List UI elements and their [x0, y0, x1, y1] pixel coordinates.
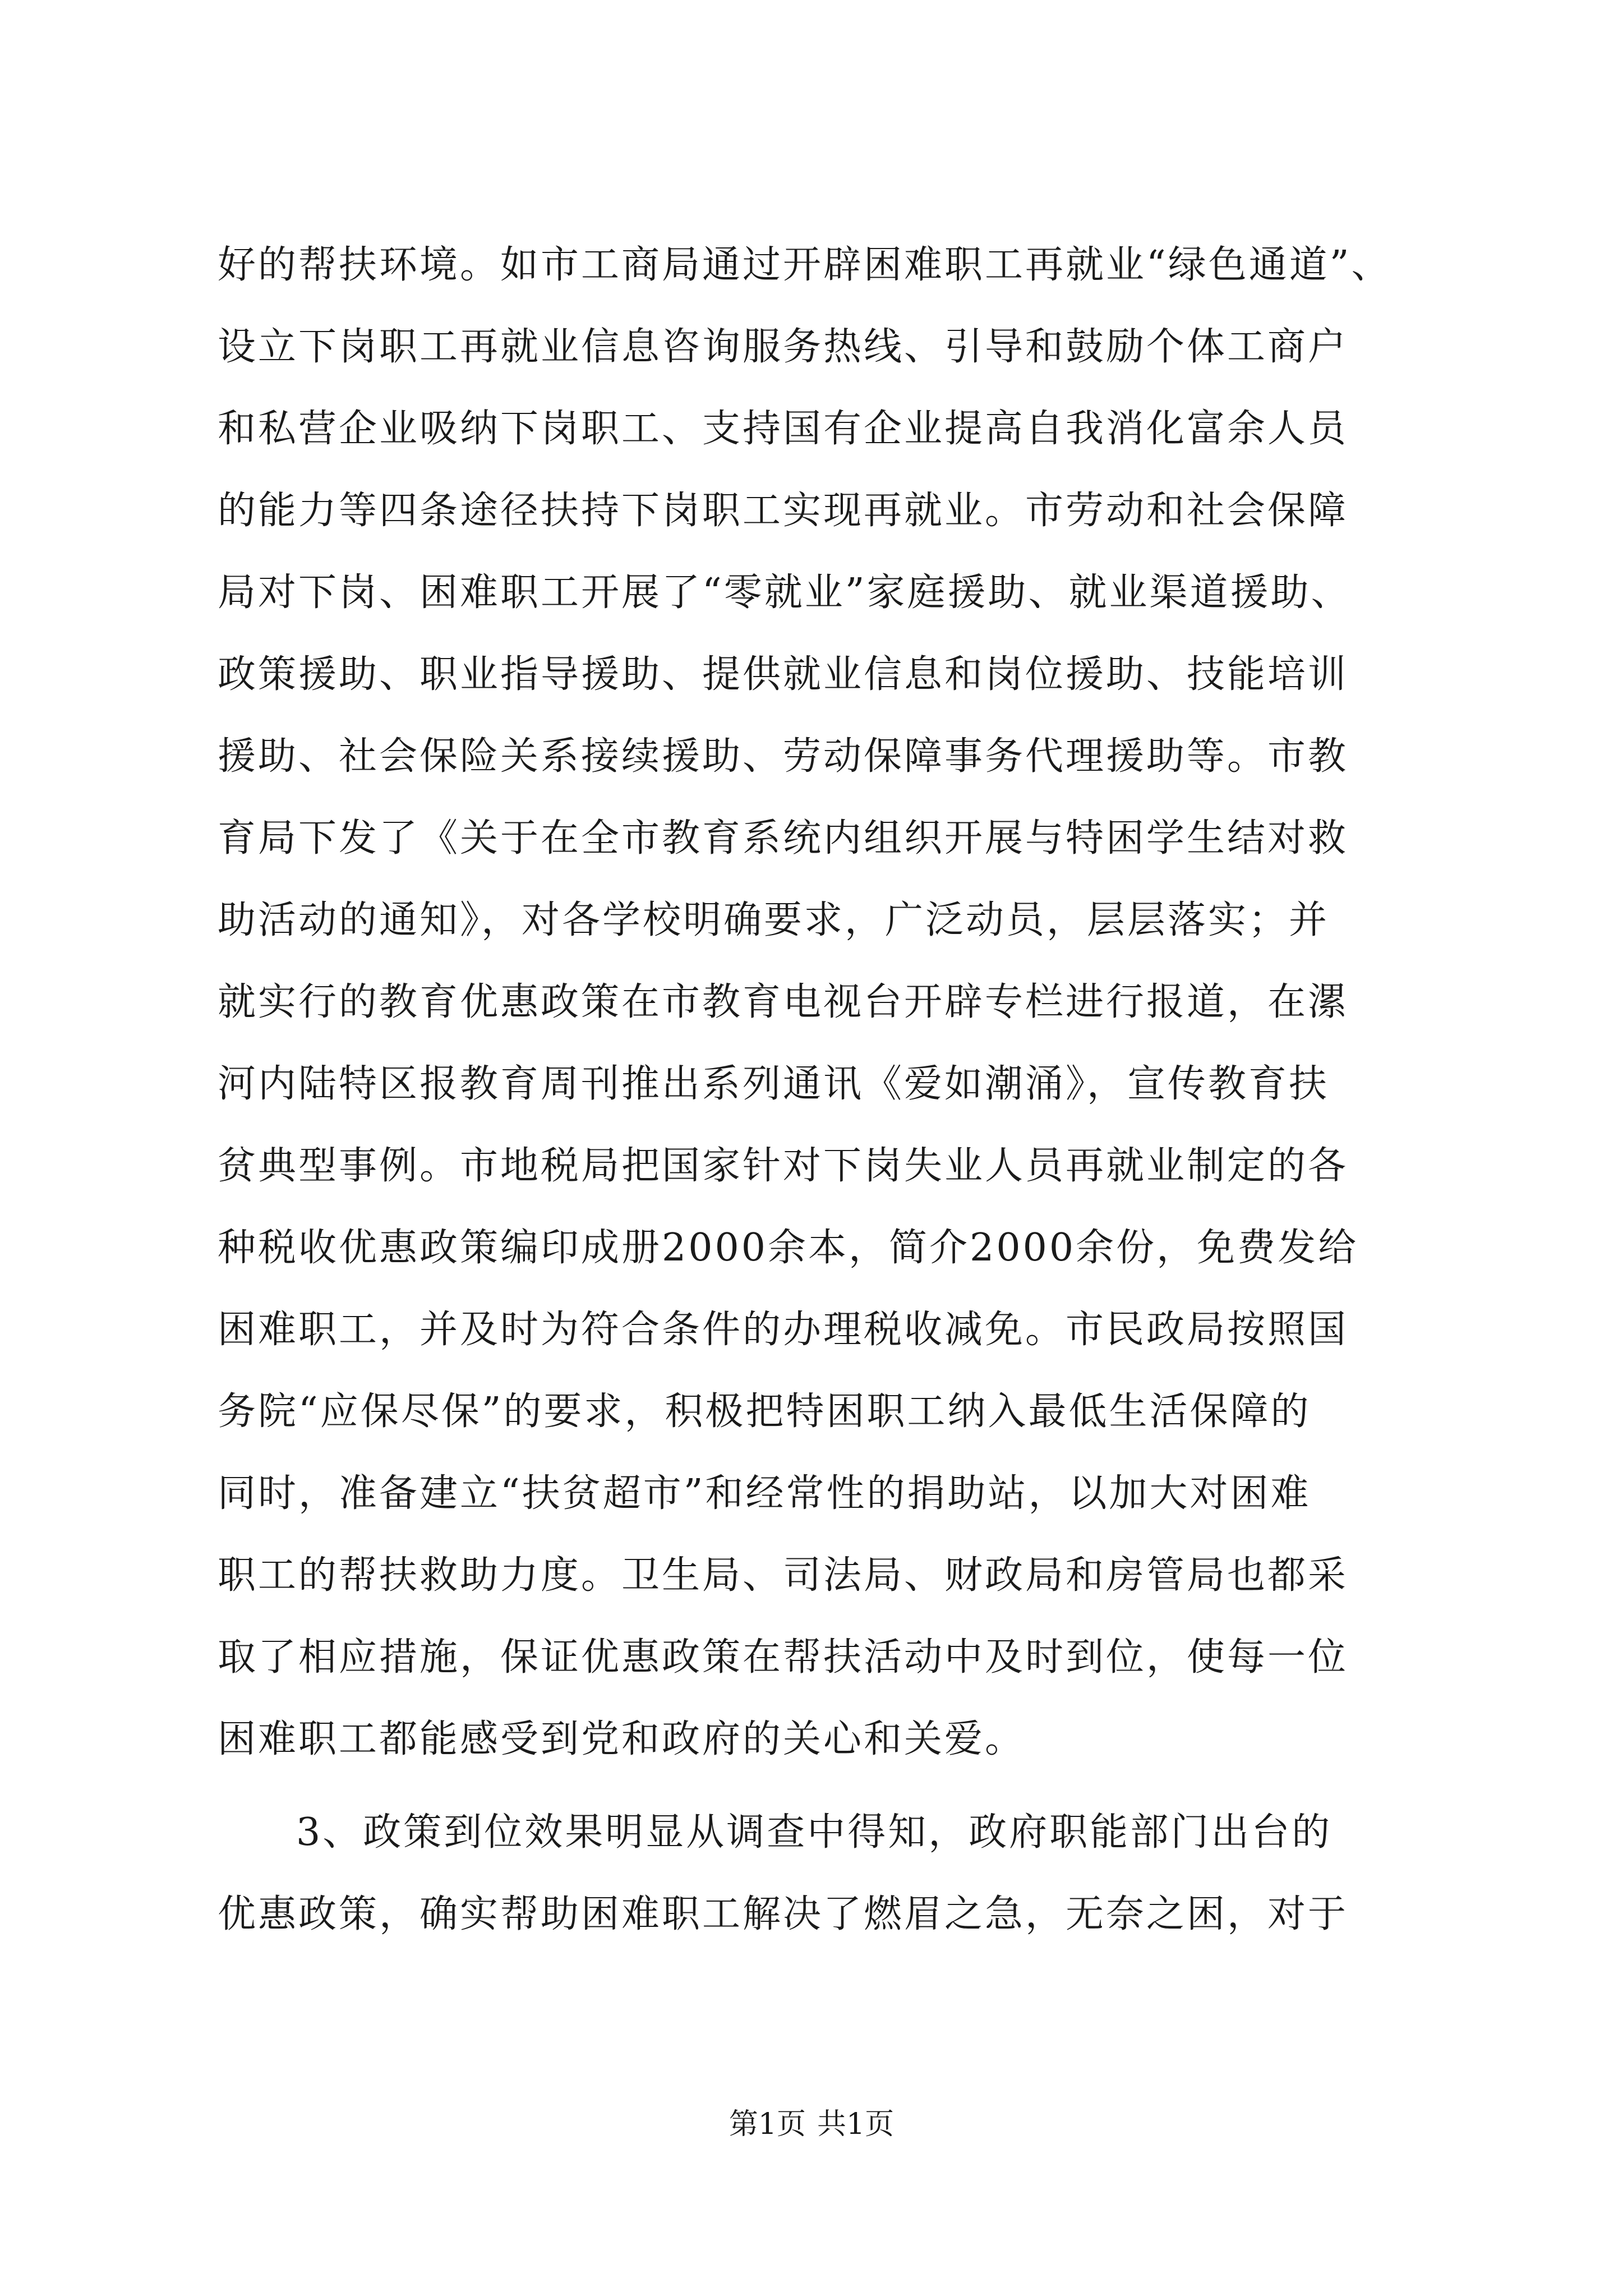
text-line: 河内陆特区报教育周刊推出系列通讯《爱如潮涌》，宣传教育扶 [218, 1062, 1330, 1106]
text-line: 职工的帮扶救助力度。卫生局、司法局、财政局和房管局也都采 [218, 1553, 1349, 1598]
paragraph-spacer [218, 1780, 1418, 1792]
text-line: 助活动的通知》，对各学校明确要求，广泛动员，层层落实；并 [218, 898, 1330, 942]
text-line: 同时，准备建立“扶贫超市”和经常性的捐助站，以加大对困难 [218, 1471, 1311, 1516]
text-line: 政策援助、职业指导援助、提供就业信息和岗位援助、技能培训 [218, 652, 1349, 697]
body-text [218, 224, 1418, 1955]
paragraph-2 [218, 1792, 1418, 1955]
paragraph-1 [218, 224, 1418, 1780]
text-line: 困难职工都能感受到党和政府的关心和关爱。 [218, 1717, 1026, 1761]
page-number-current: 第1页 [728, 2108, 806, 2141]
text-line: 的能力等四条途径扶持下岗职工实现再就业。市劳动和社会保障 [218, 489, 1349, 533]
text-line: 务院“应保尽保”的要求，积极把特困职工纳入最低生活保障的 [218, 1389, 1311, 1434]
text-line: 贫典型事例。市地税局把国家针对下岗失业人员再就业制定的各 [218, 1144, 1349, 1188]
page-footer [0, 2105, 1623, 2144]
page-number-total: 共1页 [817, 2108, 895, 2141]
text-line: 设立下岗职工再就业信息咨询服务热线、引导和鼓励个体工商户 [218, 325, 1349, 369]
text-line: 优惠政策，确实帮助困难职工解决了燃眉之急，无奈之困，对于 [218, 1892, 1349, 1936]
text-line: 取了相应措施，保证优惠政策在帮扶活动中及时到位，使每一位 [218, 1635, 1349, 1680]
text-line: 就实行的教育优惠政策在市教育电视台开辟专栏进行报道，在漯 [218, 980, 1349, 1024]
text-line: 3、政策到位效果明显从调查中得知，政府职能部门出台的 [296, 1810, 1332, 1855]
text-line: 局对下岗、困难职工开展了“零就业”家庭援助、就业渠道援助、 [218, 570, 1352, 615]
text-line: 种税收优惠政策编印成册2000余本，简介2000余份，免费发给 [218, 1226, 1359, 1270]
text-line: 好的帮扶环境。如市工商局通过开辟困难职工再就业“绿色通道”、 [218, 243, 1392, 287]
text-line: 育局下发了《关于在全市教育系统内组织开展与特困学生结对救 [218, 816, 1349, 861]
text-line: 援助、社会保险关系接续援助、劳动保障事务代理援助等。市教 [218, 734, 1349, 779]
text-line: 和私营企业吸纳下岗职工、支持国有企业提高自我消化富余人员 [218, 407, 1349, 451]
text-line: 困难职工，并及时为符合条件的办理税收减免。市民政局按照国 [218, 1308, 1349, 1352]
